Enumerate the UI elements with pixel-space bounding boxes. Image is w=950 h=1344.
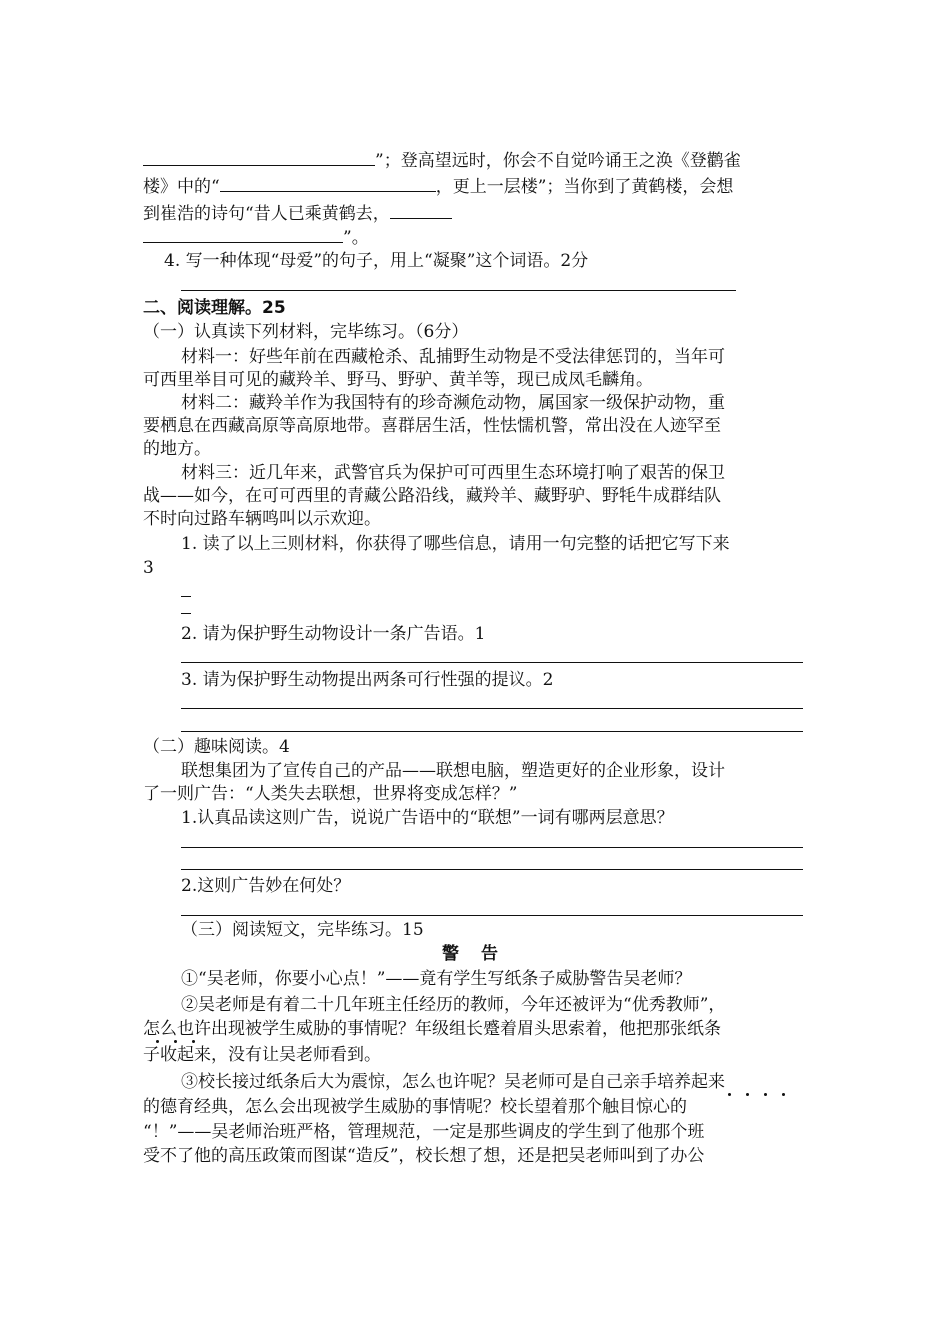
fill-line-3: 到崔浩的诗句“昔人已乘黄鹤去， <box>143 201 452 226</box>
emphasis-dot <box>728 1093 731 1096</box>
question-2: 2. 请为保护野生动物设计一条广告语。1 <box>181 624 486 644</box>
material-3-line: 战——如今，在可可西里的青藏公路沿线，藏羚羊、藏野驴、野牦牛成群结队 <box>143 486 721 506</box>
answer-blank[interactable] <box>143 225 343 243</box>
emphasis-dot <box>174 1040 177 1043</box>
material-3-line: 材料三：近几年来，武警官兵为保护可可西里生态环境打响了艰苦的保卫 <box>181 463 725 483</box>
subsection-3-heading: （三）阅读短文，完毕练习。15 <box>181 920 424 940</box>
answer-blank[interactable] <box>390 201 452 219</box>
passage-paragraph-3-line: 的德育经典，怎么会出现被学生威胁的事情呢？校长望着那个触目惊心的 <box>143 1097 687 1117</box>
ad-text-line: 了一则广告：“人类失去联想，世界将变成怎样？” <box>143 784 518 804</box>
material-1-line: 可西里举目可见的藏羚羊、野马、野驴、黄羊等，现已成凤毛麟角。 <box>143 370 653 390</box>
emphasis-dot <box>156 1040 159 1043</box>
answer-line[interactable] <box>181 708 803 709</box>
question-3: 3. 请为保护野生动物提出两条可行性强的提议。2 <box>181 670 554 690</box>
answer-line[interactable] <box>181 847 803 848</box>
question-1-score: 3 <box>143 558 154 578</box>
passage-paragraph-2-line: ②吴老师是有着二十几年班主任经历的教师，今年还被评为“优秀教师”， <box>181 995 726 1015</box>
answer-blank[interactable] <box>143 148 375 166</box>
passage-title: 警告 <box>442 944 520 964</box>
answer-line[interactable] <box>181 290 736 291</box>
emphasis-dot <box>192 1040 195 1043</box>
subsection-2-heading: （二）趣味阅读。4 <box>143 737 290 757</box>
passage-paragraph-3-line: ③校长接过纸条后大为震惊，怎么也许呢？吴老师可是自己亲手培养起来 <box>181 1072 725 1092</box>
answer-line[interactable] <box>181 662 803 663</box>
material-2-line: 要栖息在西藏高原等高原地带。喜群居生活，性怯懦机警，常出没在人迹罕至 <box>143 416 721 436</box>
answer-line[interactable] <box>181 915 803 916</box>
material-3-line: 不时向过路车辆鸣叫以示欢迎。 <box>143 509 381 529</box>
passage-paragraph-2-line: 子收起来，没有让吴老师看到。 <box>143 1045 381 1065</box>
answer-line[interactable] <box>181 731 803 732</box>
emphasis-dot <box>764 1093 767 1096</box>
fill-line-4: ”。 <box>143 225 369 250</box>
answer-line[interactable] <box>181 613 191 614</box>
passage-paragraph-3-line: 受不了他的高压政策而图谋“造反”，校长想了想，还是把吴老师叫到了办公 <box>143 1146 705 1166</box>
passage-paragraph-2-line: 怎么也许出现被学生威胁的事情呢？年级组长蹙着眉头思索着，他把那张纸条 <box>143 1019 721 1039</box>
section-heading: 二、阅读理解。25 <box>143 298 286 318</box>
sec2-question-1: 1.认真品读这则广告，说说广告语中的“联想”一词有哪两层意思？ <box>181 808 674 828</box>
passage-paragraph-1: ①“吴老师，你要小心点！”——竟有学生写纸条子威胁警告吴老师？ <box>181 969 692 989</box>
answer-blank[interactable] <box>220 174 436 192</box>
fill-line-1: ”；登高望远时，你会不自觉吟诵王之涣《登鹳雀 <box>143 148 741 173</box>
question-1: 1. 读了以上三则材料，你获得了哪些信息，请用一句完整的话把它写下来 <box>181 534 730 554</box>
sec2-question-2: 2.这则广告妙在何处？ <box>181 876 351 896</box>
answer-line[interactable] <box>181 869 803 870</box>
question-4: 4. 写一种体现“母爱”的句子，用上“凝聚”这个词语。2分 <box>164 251 589 271</box>
ad-text-line: 联想集团为了宣传自己的产品——联想电脑，塑造更好的企业形象，设计 <box>181 761 725 781</box>
answer-line[interactable] <box>181 596 191 597</box>
material-1-line: 材料一：好些年前在西藏枪杀、乱捕野生动物是不受法律惩罚的，当年可 <box>181 347 725 367</box>
fill-line-2: 楼》中的“ ，更上一层楼”；当你到了黄鹤楼，会想 <box>143 174 733 199</box>
material-2-line: 材料二：藏羚羊作为我国特有的珍奇濒危动物，属国家一级保护动物，重 <box>181 393 725 413</box>
emphasis-dot <box>782 1093 785 1096</box>
subsection-1-heading: （一）认真读下列材料，完毕练习。（6分） <box>143 322 469 342</box>
emphasis-dot <box>746 1093 749 1096</box>
passage-paragraph-3-line: “！”——吴老师治班严格，管理规范，一定是那些调皮的学生到了他那个班 <box>143 1122 705 1142</box>
material-2-line: 的地方。 <box>143 439 211 459</box>
